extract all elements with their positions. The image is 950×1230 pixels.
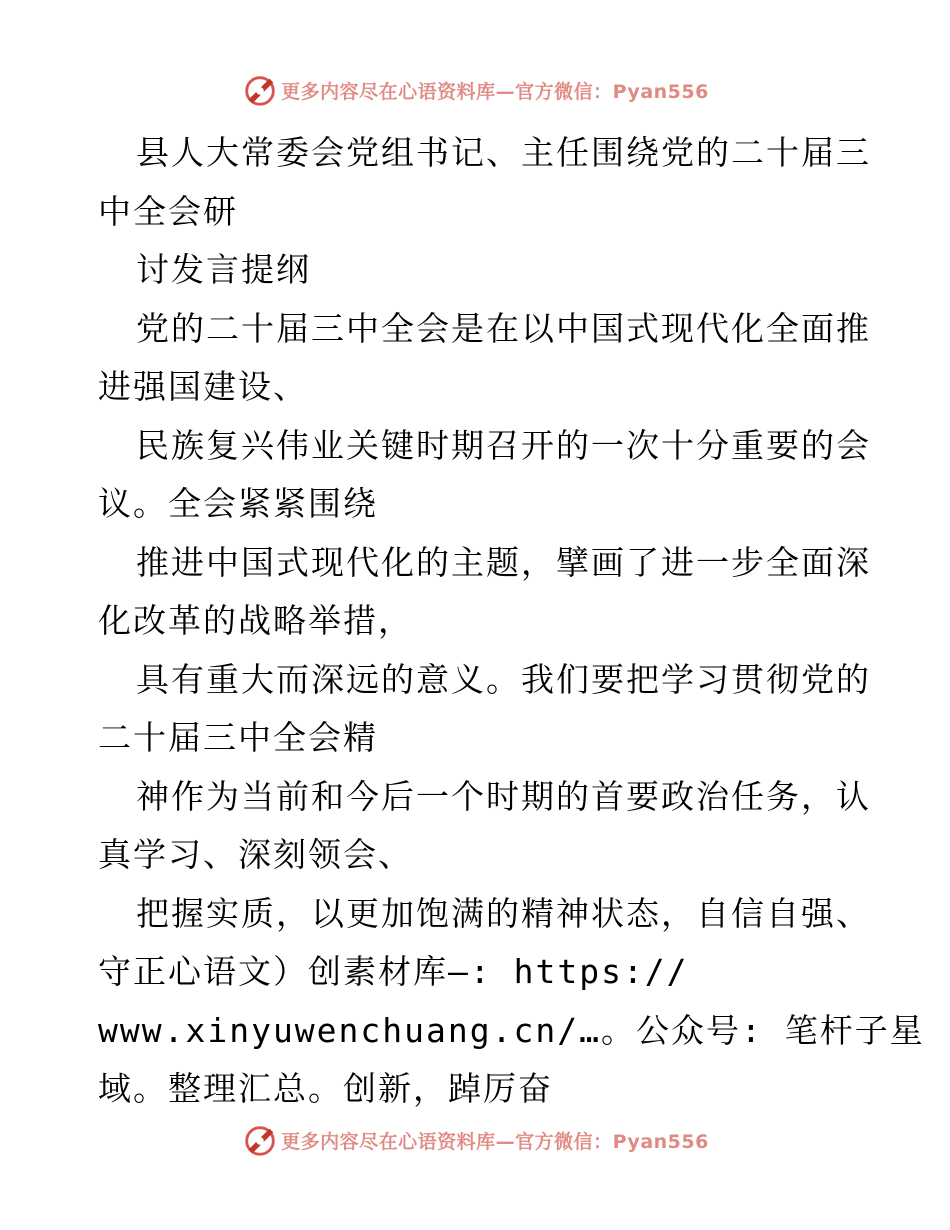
text-line: 守正心语文）创素材库—: https:// (98, 952, 689, 991)
text-line: 神作为当前和今后一个时期的首要政治任务，认 (136, 776, 871, 816)
text-line: 把握实质，以更加饱满的精神状态，自信自强、 (136, 893, 871, 933)
text-line: 域。整理汇总。创新，踔厉奋 (98, 1069, 553, 1108)
text-line: 中全会研 (98, 191, 238, 231)
header-banner (0, 70, 950, 110)
footer-banner-text: 更多内容尽在心语资料库—官方微信：Pyan556 (281, 1130, 709, 1153)
text-line: 民族复兴伟业关键时期召开的一次十分重要的会 (136, 425, 871, 465)
text-line: www.xinyuwenchuang.cn/…。公众号: 笔杆子星 (98, 1010, 925, 1050)
logo-icon (241, 71, 279, 109)
text-line: 党的二十届三中全会是在以中国式现代化全面推 (136, 308, 871, 348)
text-line: 讨发言提纲 (136, 250, 311, 289)
text-line: 具有重大而深远的意义。我们要把学习贯彻党的 (136, 659, 871, 699)
text-line: 二十届三中全会精 (98, 718, 378, 757)
header-banner-text: 更多内容尽在心语资料库—官方微信：Pyan556 (281, 80, 709, 103)
text-line: 真学习、深刻领会、 (98, 835, 413, 874)
text-line: 化改革的战略举措， (98, 601, 413, 640)
logo-icon (241, 1121, 279, 1159)
text-line: 县人大常委会党组书记、主任围绕党的二十届三 (136, 133, 871, 172)
footer-banner (0, 1120, 950, 1160)
text-line: 议。全会紧紧围绕 (98, 484, 378, 523)
text-line: 推进中国式现代化的主题，擘画了进一步全面深 (136, 542, 871, 582)
document-body (98, 124, 925, 1119)
text-line: 进强国建设、 (98, 367, 308, 406)
